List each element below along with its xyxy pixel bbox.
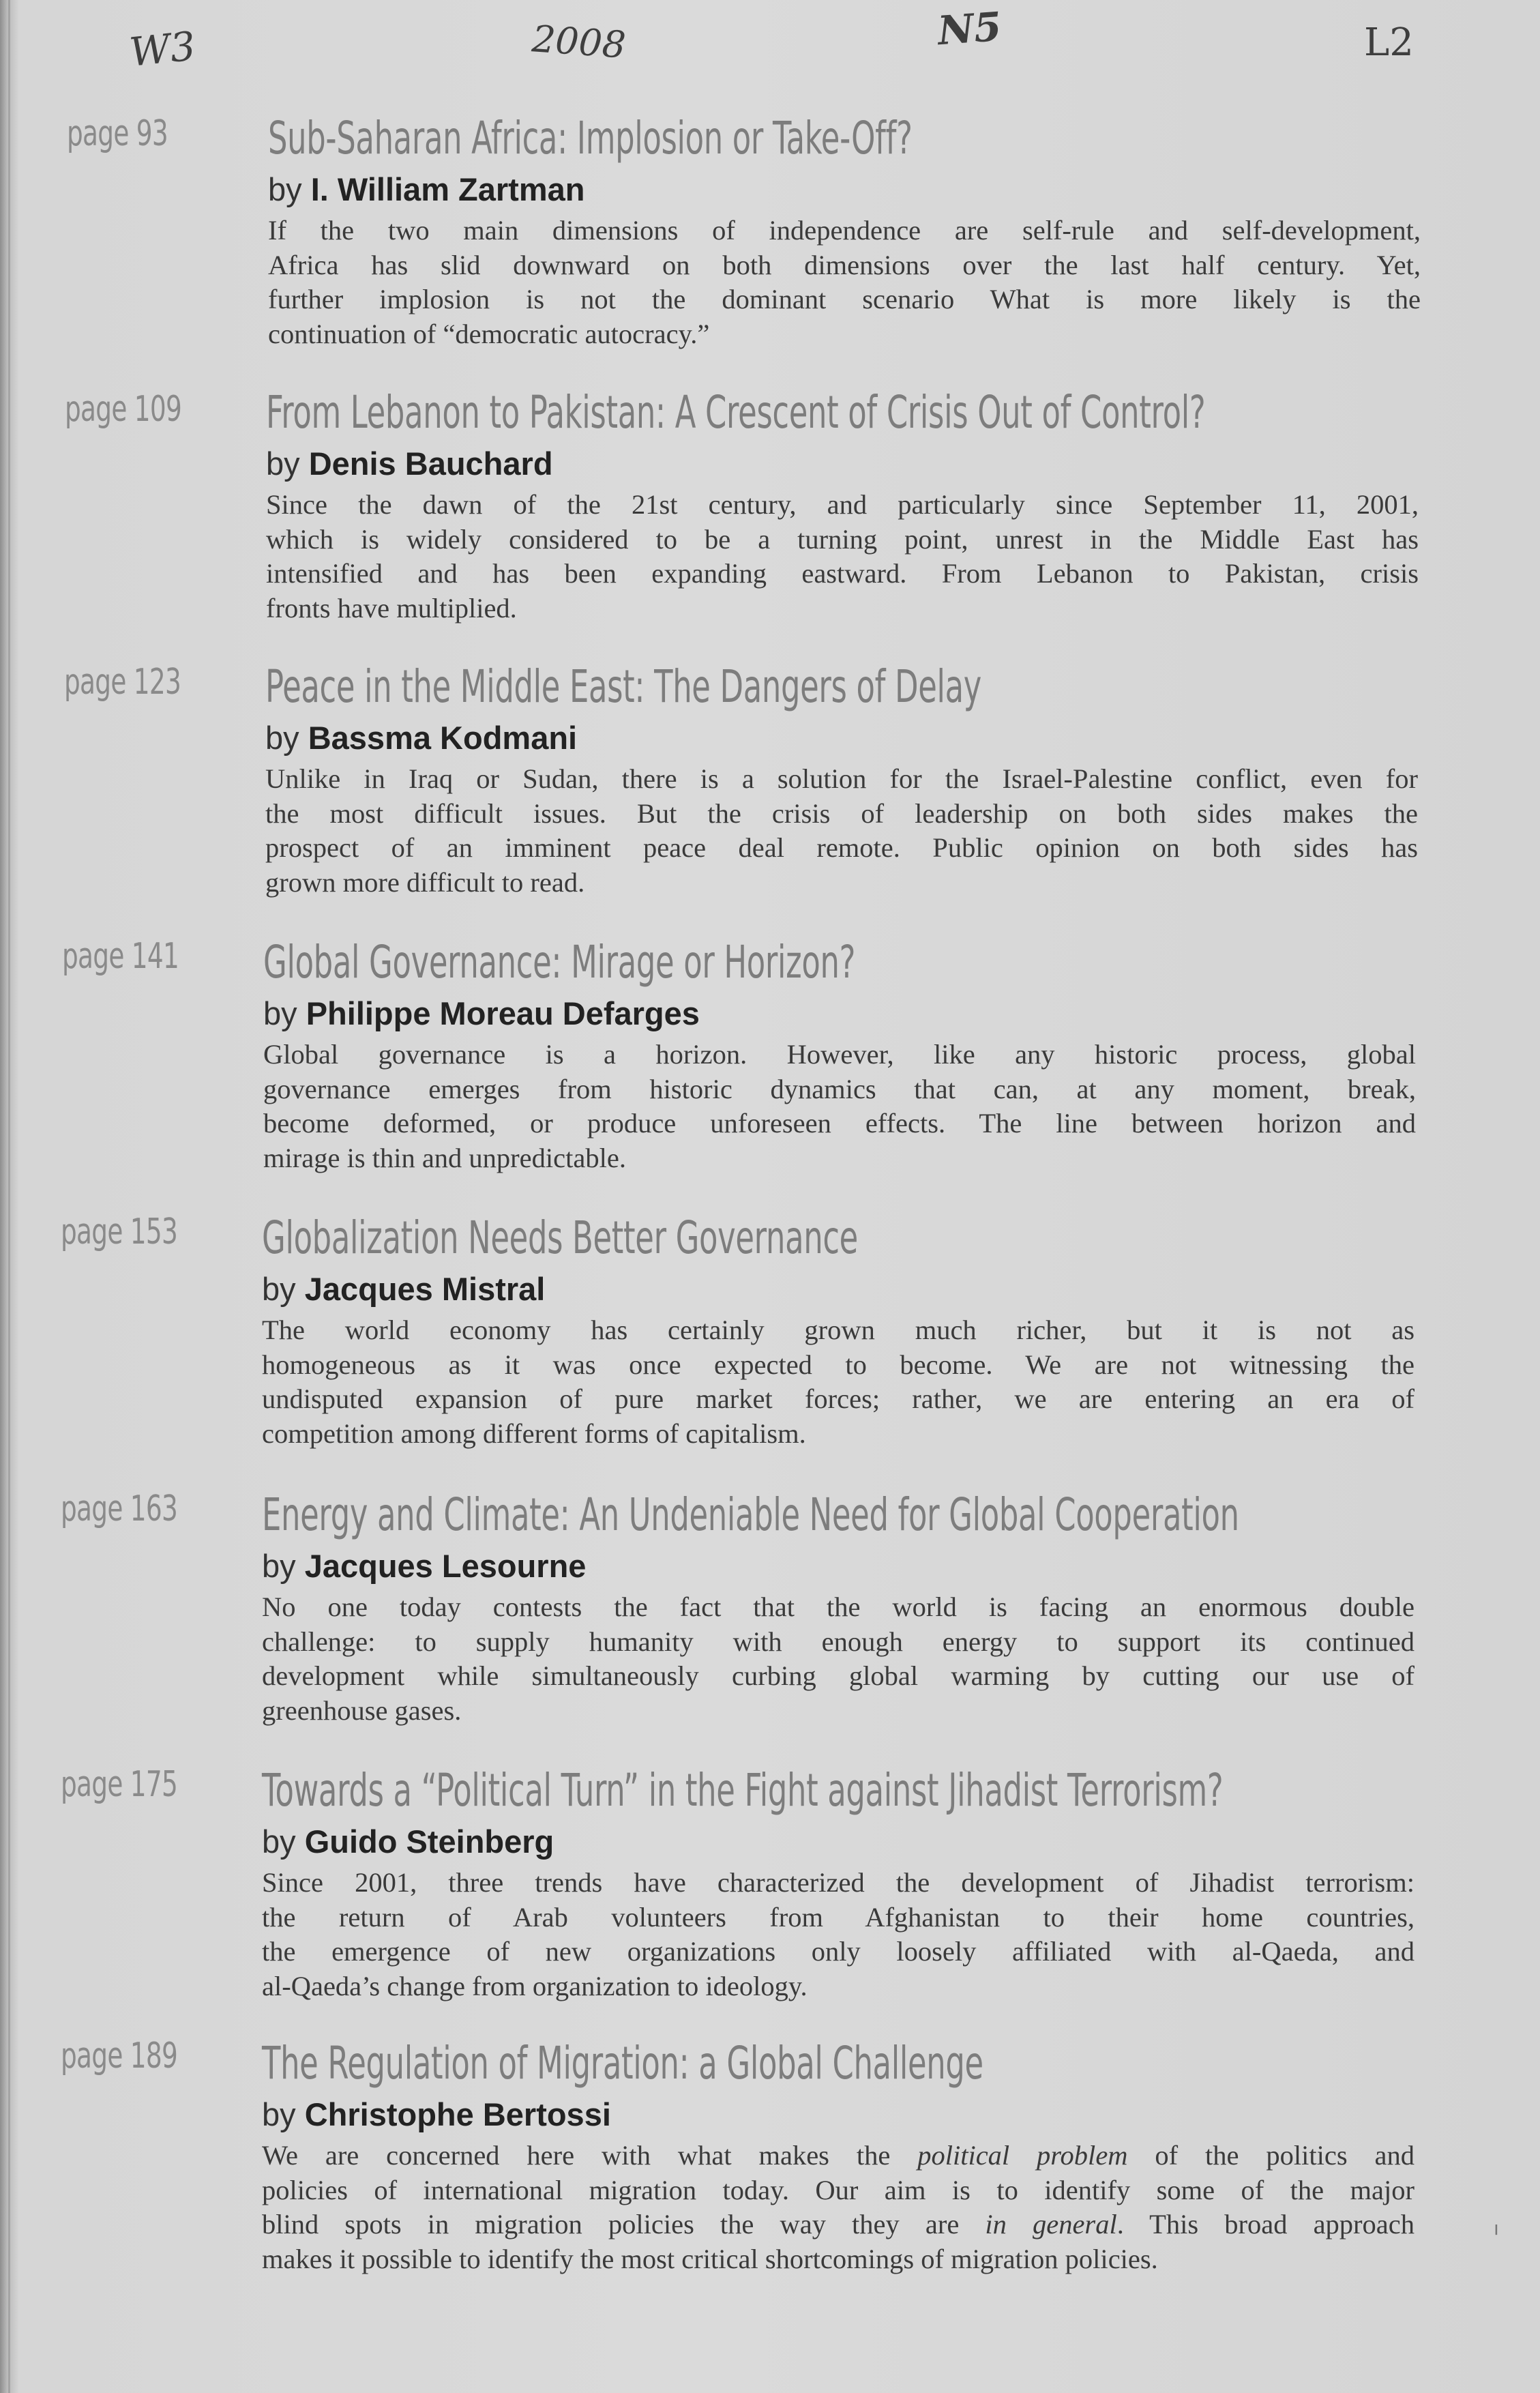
article-abstract — [262, 2139, 1415, 2276]
by-label: by — [262, 1823, 296, 1860]
page-number: page 163 — [61, 1488, 178, 1529]
page-edge — [8, 0, 10, 2393]
by-label: by — [263, 995, 297, 1031]
author-name: Guido Steinberg — [304, 1823, 554, 1860]
abstract-line: the most difficult issues. But the crisis of leadership on both sides makes the — [265, 797, 1418, 829]
handwritten-note-center: N5 — [936, 3, 1003, 55]
abstract-line: grown more difficult to read. — [265, 866, 585, 898]
abstract-line: mirage is thin and unpredictable. — [263, 1142, 626, 1173]
abstract-line: We are concerned here with what makes the political problem of the politics and — [262, 2140, 1415, 2171]
author-name: Jacques Mistral — [304, 1271, 546, 1307]
page-number: page 153 — [61, 1212, 178, 1252]
by-label: by — [265, 720, 299, 756]
abstract-line: further implosion is not the dominant scenario What is more likely is the — [268, 284, 1421, 314]
abstract-line: challenge: to supply humanity with enough energy to support its continued — [262, 1626, 1415, 1657]
article-abstract — [262, 1590, 1415, 1728]
article-title: Globalization Needs Better Governance — [262, 1212, 858, 1264]
abstract-line: blind spots in migration policies the way they are in general. This broad approach — [262, 2209, 1415, 2240]
article-abstract — [268, 214, 1421, 351]
abstract-line: which is widely considered to be a turning point, unrest in the Middle East has — [266, 523, 1419, 555]
author-name: Denis Bauchard — [308, 445, 553, 482]
abstract-line: the return of Arab volunteers from Afghanistan to their home countries, — [262, 1901, 1415, 1933]
byline — [265, 719, 577, 757]
handwritten-note-year: 2008 — [530, 17, 627, 67]
margin-mark: ı — [1494, 2217, 1499, 2240]
by-label: by — [262, 2096, 296, 2132]
article-title: Global Governance: Mirage or Horizon? — [263, 936, 856, 988]
article-abstract — [263, 1038, 1416, 1175]
byline — [268, 171, 584, 208]
abstract-line: greenhouse gases. — [262, 1694, 462, 1726]
abstract-line: intensified and has been expanding eastward. From Lebanon to Pakistan, crisis — [266, 558, 1419, 589]
abstract-line: Since the dawn of the 21st century, and particularly since September 11, 2001, — [266, 489, 1419, 520]
abstract-line: Since 2001, three trends have characterized the development of Jihadist terrorism: — [262, 1867, 1415, 1898]
abstract-line: prospect of an imminent peace deal remote. Public opinion on both sides has — [265, 832, 1418, 863]
page-number: page 175 — [61, 1764, 178, 1805]
article-abstract — [265, 762, 1418, 900]
author-name: Bassma Kodmani — [308, 720, 578, 756]
abstract-line: Africa has slid downward on both dimensions over the last half century. Yet, — [268, 249, 1421, 280]
abstract-line: Global governance is a horizon. However, like any historic process, global — [263, 1039, 1416, 1070]
byline — [262, 1270, 545, 1308]
abstract-line: governance emerges from historic dynamics that can, at any moment, break, — [263, 1073, 1416, 1104]
article-title: The Regulation of Migration: a Global Challenge — [262, 2037, 983, 2089]
article-title: Sub-Saharan Africa: Implosion or Take-Off? — [268, 112, 913, 164]
article-title: Towards a “Political Turn” in the Fight against Jihadist Terrorism? — [262, 1764, 1224, 1817]
by-label: by — [266, 445, 300, 482]
abstract-line: No one today contests the fact that the world is facing an enormous double — [262, 1591, 1415, 1622]
abstract-line: undisputed expansion of pure market forces; rather, we are entering an era of — [262, 1383, 1415, 1414]
page-number: page 93 — [67, 113, 168, 154]
abstract-line: continuation of “democratic autocracy.” — [268, 318, 710, 349]
page-number: page 141 — [62, 936, 179, 977]
abstract-line: If the two main dimensions of independence are self-rule and self-development, — [268, 215, 1421, 246]
byline — [262, 1823, 554, 1860]
author-name: Christophe Bertossi — [304, 2096, 611, 2132]
handwritten-note-top-right: L2 — [1364, 20, 1414, 65]
article-title: From Lebanon to Pakistan: A Crescent of Crisis Out of Control? — [266, 386, 1206, 439]
abstract-line: fronts have multiplied. — [266, 592, 517, 623]
article-abstract — [262, 1313, 1415, 1451]
page-number: page 189 — [61, 2036, 178, 2076]
page-number: page 109 — [65, 389, 182, 430]
byline — [266, 445, 553, 482]
author-name: Philippe Moreau Defarges — [306, 995, 700, 1031]
handwritten-note-top-left: W3 — [127, 23, 198, 76]
byline — [262, 2096, 611, 2133]
abstract-line: policies of international migration today. Our aim is to identify some of the major — [262, 2174, 1415, 2205]
by-label: by — [268, 171, 302, 207]
page-number: page 123 — [64, 662, 181, 703]
abstract-line: homogeneous as it was once expected to become. We are not witnessing the — [262, 1349, 1415, 1380]
article-title: Energy and Climate: An Undeniable Need for Global Cooperation — [262, 1488, 1239, 1541]
abstract-line: The world economy has certainly grown much richer, but it is not as — [262, 1315, 1415, 1345]
article-abstract — [262, 1866, 1415, 2003]
abstract-line: al-Qaeda’s change from organization to ideology. — [262, 1970, 808, 2001]
byline — [262, 1547, 586, 1585]
by-label: by — [262, 1548, 296, 1584]
by-label: by — [262, 1271, 296, 1307]
byline — [263, 995, 700, 1032]
author-name: I. William Zartman — [310, 171, 585, 207]
abstract-line: competition among different forms of capitalism. — [262, 1418, 806, 1449]
abstract-line: makes it possible to identify the most critical shortcomings of migration policies. — [262, 2243, 1158, 2274]
author-name: Jacques Lesourne — [304, 1548, 587, 1584]
article-title: Peace in the Middle East: The Dangers of Delay — [265, 660, 982, 713]
article-abstract — [266, 488, 1419, 626]
abstract-line: become deformed, or produce unforeseen effects. The line between horizon and — [263, 1108, 1416, 1139]
abstract-line: Unlike in Iraq or Sudan, there is a solution for the Israel-Palestine conflict, even for — [265, 763, 1418, 794]
abstract-line: the emergence of new organizations only loosely affiliated with al-Qaeda, and — [262, 1936, 1415, 1967]
abstract-line: development while simultaneously curbing global warming by cutting our use of — [262, 1660, 1415, 1691]
